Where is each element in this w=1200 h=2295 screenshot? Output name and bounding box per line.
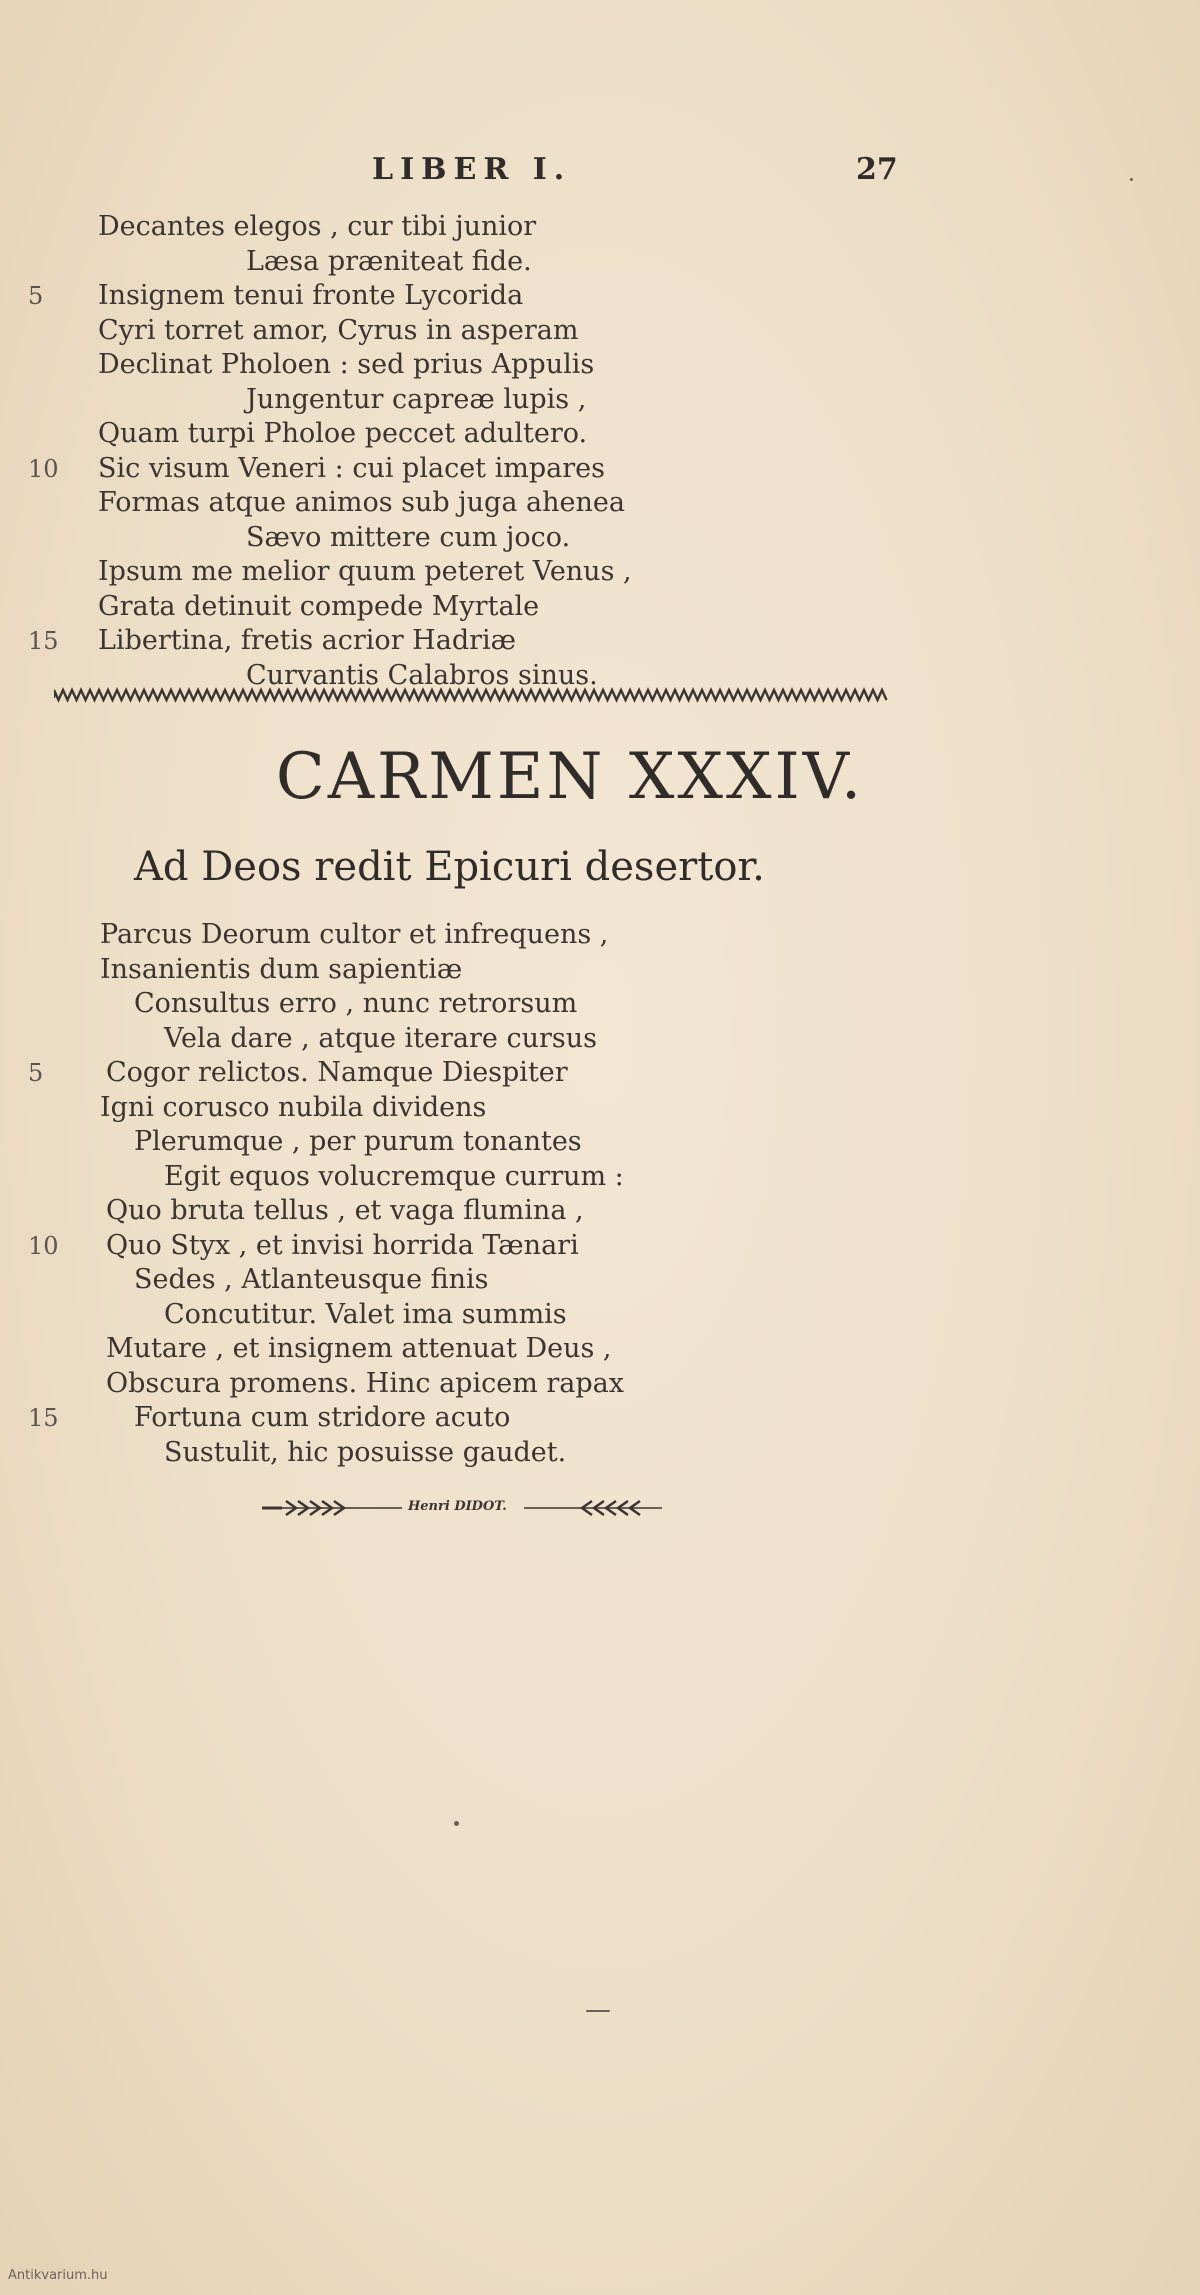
verse-line: [0, 1263, 1200, 1297]
verse-line: [0, 1229, 1200, 1263]
verse-text: Decantes elegos , cur tibi junior: [98, 211, 537, 242]
line-number: 15: [28, 627, 59, 655]
verse-text: Egit equos volucremque currum :: [164, 1160, 624, 1192]
verse-line: [0, 1436, 1200, 1470]
verse-text: Vela dare , atque iterare cursus: [164, 1022, 597, 1054]
verse-text: Quo Styx , et invisi horrida Tænari: [106, 1229, 579, 1261]
verse-line: [0, 1160, 1200, 1194]
verse-line: [0, 417, 1200, 451]
line-number: 15: [28, 1404, 59, 1432]
verse-text: Libertina, fretis acrior Hadriæ: [98, 625, 517, 656]
verse-text: Curvantis Calabros sinus.: [246, 659, 598, 691]
page-speck: [1130, 178, 1133, 181]
page-header: [0, 152, 1200, 192]
verse-line: [0, 486, 1200, 520]
verse-text: Grata detinuit compede Myrtale: [98, 590, 540, 622]
ornamental-divider: [54, 684, 890, 706]
line-number: 5: [28, 1059, 44, 1087]
verse-text: Ipsum me melior quum peteret Venus ,: [98, 556, 632, 587]
verse-line: [0, 1401, 1200, 1435]
verse-line: [0, 1367, 1200, 1401]
verse-line: [0, 210, 1200, 244]
verse-text: Declinat Pholoen : sed prius Appulis: [98, 349, 595, 380]
verse-line: [0, 555, 1200, 589]
verse-line: [0, 1332, 1200, 1366]
verse-line: [0, 987, 1200, 1021]
verse-line: [0, 383, 1200, 417]
verse-text: Igni corusco nubila dividens: [100, 1091, 487, 1123]
verse-line: [0, 1056, 1200, 1090]
verse-line: [0, 1125, 1200, 1159]
verse-text: Cyri torret amor, Cyrus in asperam: [98, 314, 579, 346]
verse-text: Sedes , Atlanteusque finis: [134, 1264, 489, 1295]
verse-text: Quam turpi Pholoe peccet adultero.: [98, 418, 588, 449]
verse-line: [0, 279, 1200, 313]
verse-text: Jungentur capreæ lupis ,: [246, 383, 587, 415]
verse-line: [0, 452, 1200, 486]
verse-line: [0, 1091, 1200, 1125]
verse-line: [0, 918, 1200, 952]
verse-text: Parcus Deorum cultor et infrequens ,: [100, 919, 609, 950]
verse-text: Formas atque animos sub juga ahenea: [98, 487, 625, 518]
verse-text: Sævo mittere cum joco.: [246, 521, 571, 553]
verse-line: [0, 1194, 1200, 1228]
verse-line: [0, 521, 1200, 555]
poem-title: CARMEN XXXIV.: [275, 740, 865, 814]
page-speck: [454, 1821, 459, 1826]
verse-text: Fortuna cum stridore acuto: [134, 1402, 511, 1433]
verse-text: Quo bruta tellus , et vaga flumina ,: [106, 1195, 584, 1226]
verse-line: [0, 314, 1200, 348]
verse-text: Concutitur. Valet ima summis: [164, 1298, 567, 1330]
verse-line: [0, 245, 1200, 279]
printer-name: Henri DIDOT.: [408, 1499, 507, 1514]
running-head: LIBER I.: [372, 152, 572, 187]
footer-watermark: Antikvarium.hu: [8, 2268, 108, 2283]
page-speck: [586, 2010, 610, 2012]
verse-line: [0, 953, 1200, 987]
verse-line: [0, 1022, 1200, 1056]
verse-text: Insignem tenui fronte Lycorida: [98, 280, 524, 311]
verse-text: Sic visum Veneri : cui placet impares: [98, 452, 605, 484]
verse-text: Insanientis dum sapientiæ: [100, 953, 463, 985]
verse-line: [0, 590, 1200, 624]
verse-text: Mutare , et insignem attenuat Deus ,: [106, 1333, 612, 1364]
verse-text: Cogor relictos. Namque Diespiter: [106, 1057, 568, 1088]
verse-text: Consultus erro , nunc retrorsum: [134, 988, 578, 1019]
poem-subtitle: Ad Deos redit Epicuri desertor.: [134, 844, 765, 890]
verse-text: Obscura promens. Hinc apicem rapax: [106, 1367, 624, 1399]
page-number: 27: [856, 152, 898, 187]
line-number: 5: [28, 282, 44, 310]
line-number: 10: [28, 1231, 59, 1260]
verse-line: [0, 1298, 1200, 1332]
verse-text: Læsa præniteat fide.: [246, 245, 532, 277]
verse-line: [0, 624, 1200, 658]
line-number: 10: [28, 454, 59, 483]
verse-line: [0, 348, 1200, 382]
verse-text: Sustulit, hic posuisse gaudet.: [164, 1436, 567, 1468]
verse-text: Plerumque , per purum tonantes: [134, 1126, 582, 1157]
